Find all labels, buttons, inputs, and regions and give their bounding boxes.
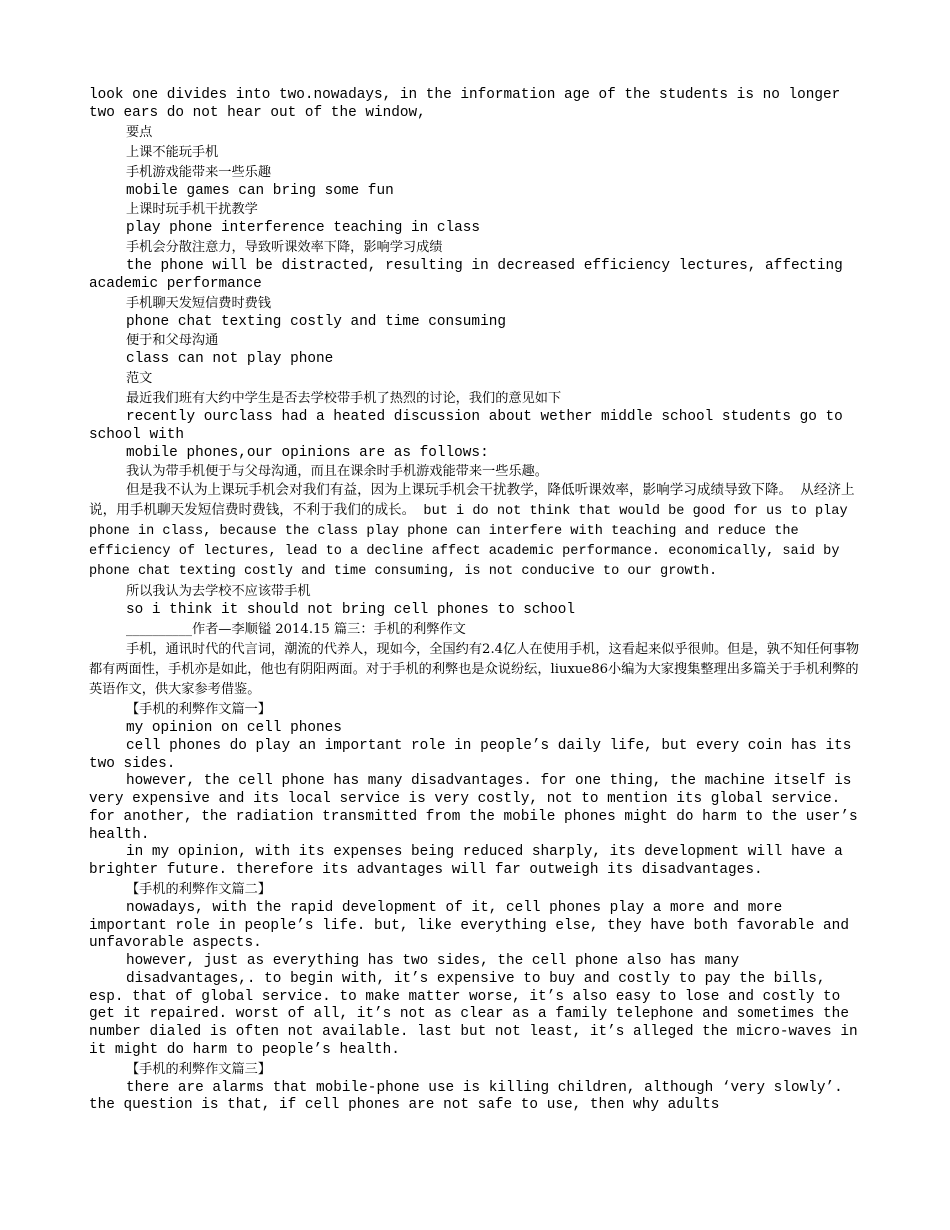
paragraph: cell phones do play an important role in people’s daily life, but every coin has its two sides. — [89, 737, 852, 772]
section-heading: 【手机的利弊作文篇三】 — [126, 1061, 272, 1077]
paragraph: 便于和父母沟通 — [126, 333, 219, 349]
paragraph: 手机游戏能带来一些乐趣 — [126, 164, 272, 180]
paragraph: 范文 — [126, 371, 153, 386]
paragraph: disadvantages,. to begin with, it’s expensive to buy and costly to pay the bills, esp. that of global service. to make matter worse, it’s also easy to lose and costly to get it repaired. worst of all, it’s not as clear as a family telephone and sometimes the number dialed is often not available. last but not least, it’s alleged the micro-waves in it might do harm to people’s health. — [89, 970, 858, 1058]
paragraph: 手机聊天发短信费时费钱 — [126, 295, 272, 311]
paragraph: 上课时玩手机干扰教学 — [126, 202, 258, 218]
paragraph: mobile games can bring some fun — [126, 182, 394, 199]
document-page — [89, 87, 865, 1115]
paragraph: 我认为带手机便于与父母沟通，而且在课余时手机游戏能带来一些乐趣。 — [126, 464, 548, 480]
paragraph: 最近我们班有大约中学生是否去学校带手机了热烈的讨论，我们的意见如下 — [126, 391, 562, 406]
paragraph: however, just as everything has two sides, the cell phone also has many — [126, 953, 740, 969]
paragraph: however, the cell phone has many disadvantages. for one thing, the machine itself is very expensive and its local service is very costly, not to mention its global service. for another, the radiation transmitted from the mobile phones might do harm to the user’s health. — [89, 773, 858, 843]
paragraph: phone chat texting costly and time consuming — [126, 313, 506, 330]
paragraph: 手机会分散注意力，导致听课效率下降，影响学习成绩 — [126, 240, 443, 255]
paragraph: my opinion on cell phones — [126, 720, 342, 736]
paragraph: mobile phones,our opinions are as follows: — [126, 444, 489, 461]
paragraph: in my opinion, with its expenses being reduced sharply, its development will have a brighter future. therefore its advantages will far outweigh its disadvantages. — [89, 844, 843, 878]
paragraph: 但是我不认为上课玩手机会对我们有益，因为上课玩手机会干扰教学，降低听课效率，影响学习成绩导致下降。 从经济上说，用手机聊天发短信费时费钱，不利于我们的成长。 but i do not think that would be good for us to play phone in class, because the class play phone can interfere with teaching and reduce the efficiency of lectures, lead to a decline affect academic performance. economically, said by phone chat texting costly and time consuming, is not conducive to our growth. — [89, 484, 855, 580]
paragraph: look one divides into two.nowadays, in the information age of the students is no longer two ears do not hear out of the window, — [89, 87, 841, 121]
paragraph: play phone interference teaching in class — [126, 220, 481, 237]
paragraph: class can not play phone — [126, 351, 334, 368]
paragraph: 上课不能玩手机 — [126, 144, 219, 160]
paragraph: there are alarms that mobile-phone use is killing children, although ‘very slowly’. the question is that, if cell phones are not safe to use, then why adults — [89, 1079, 843, 1114]
paragraph: 要点 — [126, 124, 153, 140]
paragraph: __________作者—李顺镒 2014.15 篇三：手机的利弊作文 — [126, 622, 466, 637]
section-heading: 【手机的利弊作文篇一】 — [126, 702, 272, 717]
paragraph: nowadays, with the rapid development of it, cell phones play a more and more important role in people’s life. but, like everything else, they have both favorable and unfavorable aspects. — [89, 899, 849, 952]
paragraph: so i think it should not bring cell phones to school — [126, 602, 576, 619]
paragraph: recently ourclass had a heated discussion about wether middle school students go to school with — [89, 409, 843, 443]
paragraph: 所以我认为去学校不应该带手机 — [126, 584, 311, 600]
section-heading: 【手机的利弊作文篇二】 — [126, 881, 272, 897]
paragraph: 手机，通讯时代的代言词，潮流的代养人，现如今，全国约有2.4亿人在使用手机，这看起来似乎很帅。但是，孰不知任何事物都有两面性，手机亦是如此，他也有阴阳两面。对于手机的利弊也是众说纷纭，liuxue86小编为大家搜集整理出多篇关于手机利弊的英语作文，供大家参考借鉴。 — [89, 642, 860, 697]
paragraph: the phone will be distracted, resulting in decreased efficiency lectures, affecting academic performance — [89, 258, 843, 292]
